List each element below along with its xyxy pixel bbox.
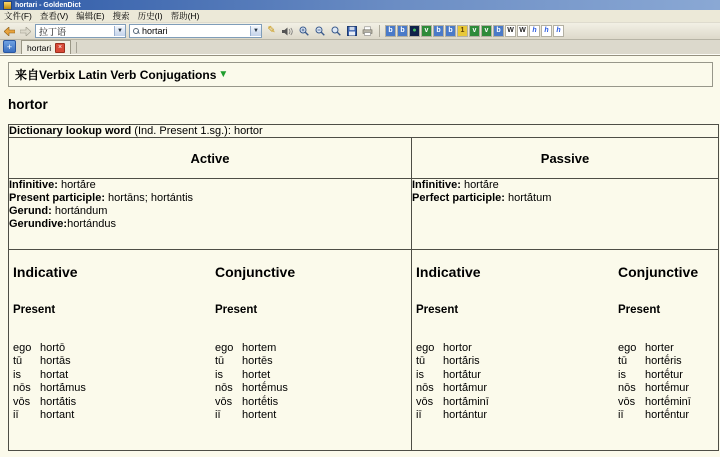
save-article-button[interactable] [345,25,358,38]
dictionary-icon[interactable]: v [481,25,492,37]
active-moods-cell [9,250,412,451]
lookup-value: (Ind. Present 1.sg.): hortor [131,125,263,137]
tab-hortari[interactable] [21,40,71,54]
passive-moods-cell [412,250,719,451]
forward-arrow-icon [20,27,31,36]
passive-conjunctive-block [614,250,698,422]
menu-view[interactable]: 查看(V) [39,11,69,21]
dictionary-icon[interactable]: v [469,25,480,37]
conjugation-row: tū hortā́ris [416,355,480,368]
voice-header-passive: Passive [412,138,719,179]
form-line: Present participle: hortāns; hortántis [9,192,194,204]
active-conjunctive-block [211,250,295,422]
tense-heading: Present [215,304,258,316]
tab-separator [76,42,77,53]
dictionary-icon[interactable]: ● [409,25,420,37]
form-line: Infinitive: hortā́re [412,179,499,191]
dictionary-icon[interactable]: b [433,25,444,37]
dictionary-group-select[interactable] [35,24,126,38]
mood-heading: Indicative [13,264,78,280]
menu-file[interactable]: 文件(F) [4,11,32,21]
search-icon [133,28,140,35]
menu-bar [0,10,720,23]
lookup-word-row [9,125,719,138]
conjugation-row: nōs hortā́mur [416,382,488,395]
lookup-label: Dictionary lookup word [9,125,132,137]
toolbar [0,23,720,40]
menu-history[interactable]: 历史(I) [137,11,163,21]
conjugation-row: is hortḗtur [618,368,683,381]
zoom-out-icon [315,26,325,36]
back-button[interactable] [3,25,16,38]
new-tab-button[interactable]: + [3,40,16,53]
dictionary-icon[interactable]: b [445,25,456,37]
form-line: Infinitive: hortā́re [9,179,96,191]
dictionary-icon[interactable]: v [421,25,432,37]
selected-language: 拉丁语 [39,26,67,37]
toolbar-separator [379,25,380,37]
source-title: 来自Verbix Latin Verb Conjugations [15,68,217,82]
tense-heading: Present [416,304,459,316]
conjugation-row: nōs hortḗmur [618,382,690,395]
conjugation-table [8,124,719,451]
pencil-icon: ✎ [267,25,276,36]
dictionary-icon[interactable]: b [493,25,504,37]
conjugation-row: vōs hortḗminī [618,395,691,408]
tab-label: hortari [27,42,52,53]
sound-button[interactable] [281,25,294,38]
tense-heading: Present [618,304,661,316]
mood-heading: Conjunctive [618,264,699,280]
title-bar [0,0,720,10]
conjugation-row: is hortet [215,368,271,381]
conjugation-row: ego hortor [416,342,472,354]
dictionary-icon[interactable]: h [553,25,564,37]
speaker-icon [282,27,293,36]
chevron-down-icon[interactable]: ▼ [114,26,125,36]
conjugation-row: is hortā́tur [416,368,481,381]
article-view [0,55,720,457]
conjugation-row: vōs hortḗtis [215,395,279,408]
dictionary-icon[interactable]: W [517,25,528,37]
conjugation-row: ego hortem [215,342,277,354]
zoom-out-button[interactable] [313,25,326,38]
dictionary-icon[interactable]: W [505,25,516,37]
dictionary-bar [385,25,565,37]
menu-search[interactable]: 搜索 [112,11,130,21]
mood-heading: Conjunctive [215,264,296,280]
tense-heading: Present [13,304,56,316]
conjugation-row: nōs hortā́mus [13,382,86,395]
menu-edit[interactable]: 编辑(E) [76,11,105,21]
dictionary-source-header[interactable] [8,62,713,87]
conjugation-row: ego horter [618,342,674,354]
zoom-in-icon [299,26,309,36]
active-nominal-forms [9,179,412,250]
conjugation-row: iī hortántur [416,409,488,422]
app-icon [3,1,12,10]
dictionary-icon[interactable]: h [529,25,540,37]
window-title: hortari - GoldenDict [15,1,81,9]
search-input[interactable] [142,26,248,36]
close-icon[interactable]: × [55,43,65,53]
forward-button[interactable] [19,25,32,38]
floppy-icon [347,26,357,36]
zoom-reset-icon [331,26,341,36]
tab-bar [0,40,720,55]
print-button[interactable] [361,25,374,38]
zoom-reset-button[interactable] [329,25,342,38]
conjugation-row: iī hortant [13,409,75,422]
headword: hortor [8,97,48,112]
dictionary-icon[interactable]: 1 [457,25,468,37]
search-combo[interactable] [129,24,262,38]
dictionary-icon[interactable]: b [397,25,408,37]
conjugation-row: tū hortēs [215,355,273,368]
form-line: Perfect participle: hortā́tum [412,192,552,204]
conjugation-row: tū hortḗris [618,355,682,368]
dictionary-icon[interactable]: b [385,25,396,37]
passive-nominal-forms [412,179,719,250]
printer-icon [362,26,373,36]
mood-heading: Indicative [416,264,481,280]
active-indicative-block [9,250,211,422]
conjugation-row: vōs hortā́tis [13,395,77,408]
dictionary-icon[interactable]: h [541,25,552,37]
passive-indicative-block [412,250,614,422]
zoom-in-button[interactable] [297,25,310,38]
conjugation-row: iī hortḗntur [618,409,690,422]
menu-help[interactable]: 帮助(H) [170,11,200,21]
conjugation-row: nōs hortḗmus [215,382,288,395]
conjugation-row: is hortat [13,368,69,381]
form-line: Gerundive:hortándus [9,218,117,230]
conjugation-row: iī hortent [215,409,277,422]
conjugation-row: vōs hortā́minī [416,395,489,408]
collapse-article-icon: ▼ [218,68,229,80]
pronounce-edit-button[interactable] [265,25,278,38]
voice-header-active: Active [9,138,412,179]
form-line: Gerund: hortándum [9,205,108,217]
back-arrow-icon [4,27,15,36]
conjugation-row: ego hortō [13,342,66,354]
chevron-down-icon[interactable]: ▼ [250,26,261,36]
conjugation-row: tū hortās [13,355,71,368]
